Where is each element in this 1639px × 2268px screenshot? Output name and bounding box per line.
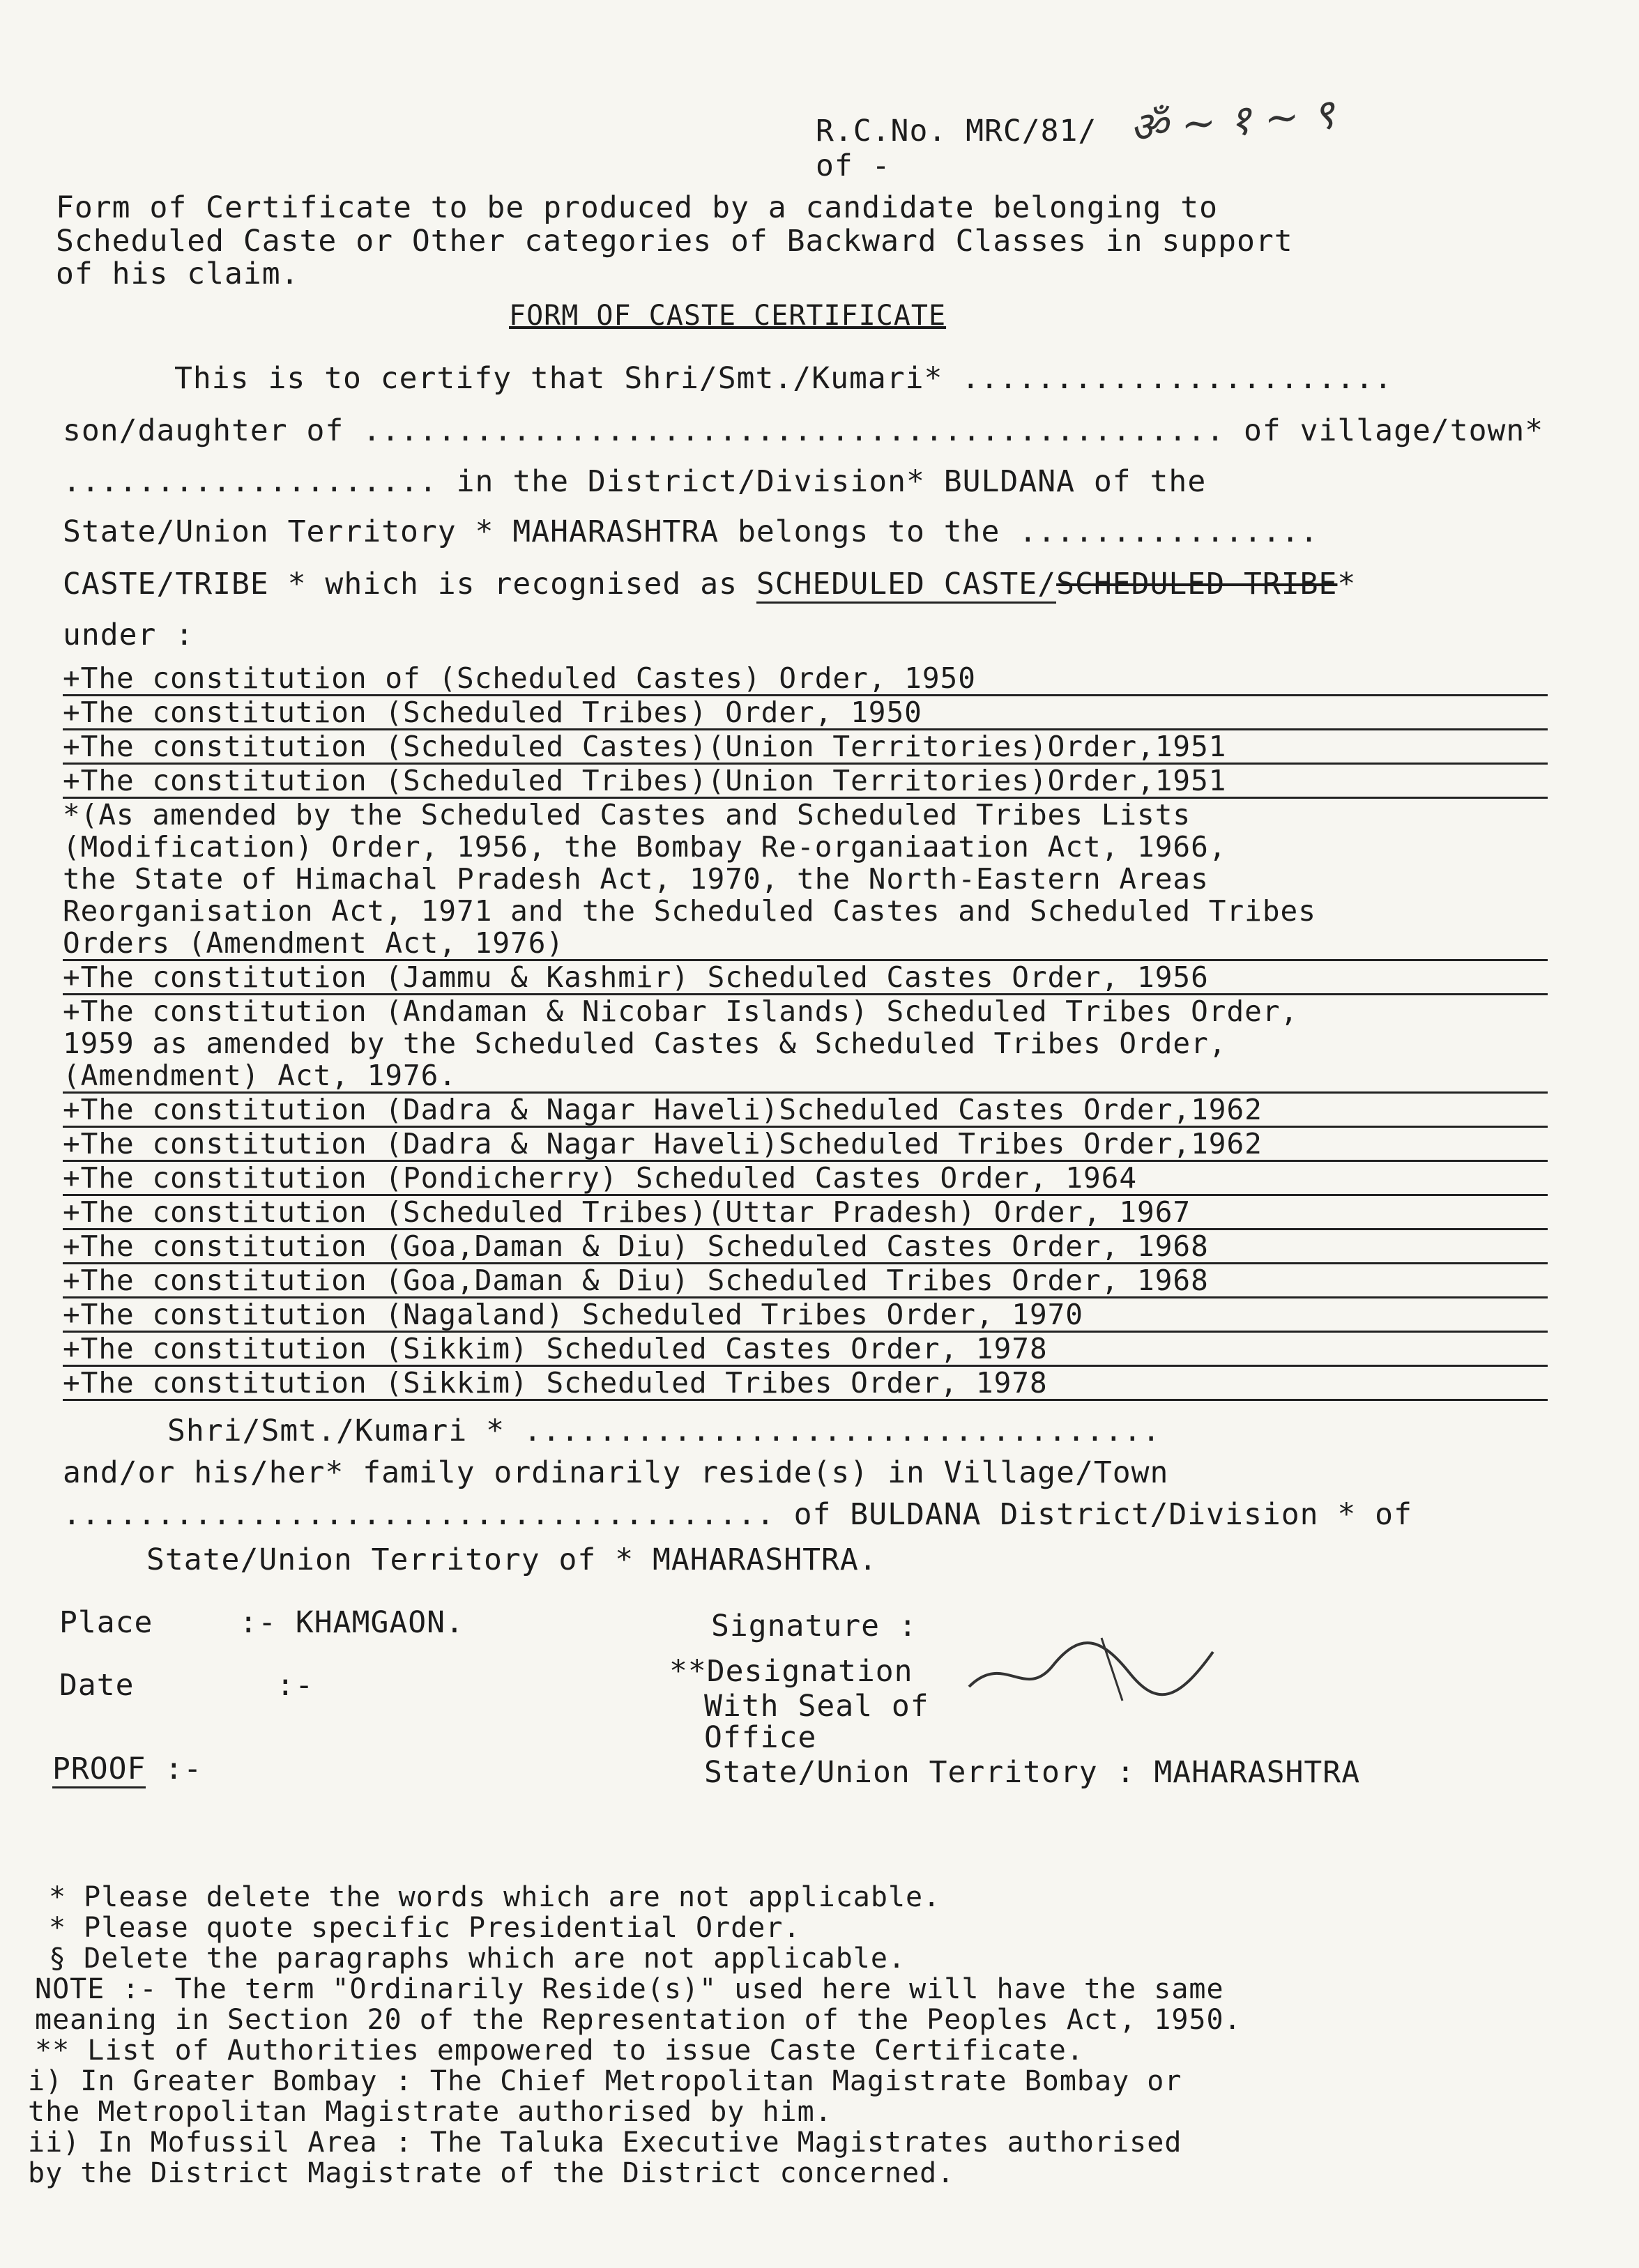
order-line: +The constitution (Pondicherry) Scheduled Castes Order, 1964 (63, 1162, 1548, 1196)
under-label: under : (63, 618, 195, 652)
certify-prefix: This is to certify that Shri/Smt./Kumari* (174, 361, 943, 396)
residence-name-line (167, 1415, 1161, 1448)
note-line: the Metropolitan Magistrate authorised by him. (28, 2096, 832, 2128)
office-label: Office (704, 1720, 817, 1755)
place-label: Place (59, 1605, 153, 1640)
belongs-label: belongs to the (738, 514, 1000, 549)
notes-block (28, 1882, 1596, 2189)
date-label: Date (59, 1668, 135, 1703)
state-territory-line: State/Union Territory : MAHARASHTRA (704, 1755, 1361, 1790)
order-line: +The constitution (Andaman & Nicobar Islands) Scheduled Tribes Order, (63, 995, 1299, 1028)
with-seal-label: With Seal of (704, 1689, 929, 1724)
proof-row (52, 1753, 202, 1786)
note-line: by the District Magistrate of the District concerned. (28, 2157, 955, 2189)
residence-line-3 (63, 1499, 1412, 1531)
order-line: Orders (Amendment Act, 1976) (63, 927, 1548, 961)
order-line: the State of Himachal Pradesh Act, 1970, the North-Eastern Areas (63, 862, 1209, 896)
note-line: ii) In Mofussil Area : The Taluka Executive Magistrates authorised (28, 2127, 1182, 2159)
residence-line-4: State/Union Territory of * MAHARASHTRA. (146, 1542, 878, 1577)
order-line: Reorganisation Act, 1971 and the Scheduled Castes and Scheduled Tribes (63, 894, 1316, 928)
state-label: State/Union Territory * (63, 514, 494, 549)
district-label: in the District/Division* (456, 464, 925, 499)
note-line: ** List of Authorities empowered to issue Caste Certificate. (35, 2035, 1084, 2067)
village-town-label: of village/town* (1243, 413, 1544, 448)
intro-line-2: Scheduled Caste or Other categories of Backward Classes in support (56, 224, 1293, 259)
handwritten-reference: ॐ ~ १ ~ ९ (1128, 89, 1336, 153)
residence-name-label: Shri/Smt./Kumari * (167, 1413, 505, 1448)
order-line: +The constitution of (Scheduled Castes) Order, 1950 (63, 662, 1548, 696)
note-line: meaning in Section 20 of the Representation of the Peoples Act, 1950. (35, 2004, 1242, 2036)
rc-of-line: of - (816, 148, 891, 183)
parent-fill-dots: .............................................. (363, 413, 1244, 448)
residence-line-2: and/or his/her* family ordinarily reside(s) in Village/Town (63, 1455, 1169, 1490)
order-line: +The constitution (Jammu & Kashmir) Scheduled Castes Order, 1956 (63, 961, 1548, 995)
parent-line (63, 415, 1543, 447)
order-line: +The constitution (Goa,Daman & Diu) Scheduled Tribes Order, 1968 (63, 1264, 1548, 1298)
note-line: i) In Greater Bombay : The Chief Metropolitan Magistrate Bombay or (28, 2065, 1182, 2097)
note-line: § Delete the paragraphs which are not applicable. (49, 1943, 906, 1975)
note-line: * Please delete the words which are not applicable. (49, 1881, 941, 1913)
order-line: +The constitution (Scheduled Tribes)(Uttar Pradesh) Order, 1967 (63, 1196, 1548, 1230)
order-line: 1959 as amended by the Scheduled Castes & Scheduled Tribes Order, (63, 1027, 1227, 1060)
certify-line (174, 362, 1393, 395)
caste-tribe-label: CASTE/TRIBE * which is recognised as (63, 567, 738, 602)
district-value: BULDANA (943, 464, 1075, 499)
date-separator: :- (276, 1668, 314, 1703)
residence-district-text: of BULDANA District/Division * of (793, 1497, 1412, 1532)
caste-tribe-star: * (1337, 567, 1357, 602)
presidential-orders-list (63, 662, 1548, 1401)
scheduled-tribe-struck: SCHEDULED TRIBE (1056, 567, 1338, 602)
order-line: (Amendment) Act, 1976. (63, 1059, 1548, 1094)
place-value: :- KHAMGAON. (239, 1605, 464, 1640)
village-fill-dots: .................... (63, 464, 457, 499)
intro-line-1: Form of Certificate to be produced by a candidate belonging to (56, 190, 1219, 225)
state-line (63, 516, 1319, 549)
order-line: +The constitution (Goa,Daman & Diu) Scheduled Castes Order, 1968 (63, 1230, 1548, 1264)
order-line: +The constitution (Sikkim) Scheduled Tribes Order, 1978 (63, 1367, 1548, 1401)
order-line: +The constitution (Scheduled Tribes) Order, 1950 (63, 696, 1548, 730)
order-line: +The constitution (Sikkim) Scheduled Castes Order, 1978 (63, 1333, 1548, 1367)
order-line: +The constitution (Dadra & Nagar Haveli)Scheduled Tribes Order,1962 (63, 1128, 1548, 1162)
intro-line-3: of his claim. (56, 256, 300, 291)
district-line (63, 466, 1206, 498)
name-fill-dots: ....................... (961, 361, 1393, 396)
order-line: +The constitution (Scheduled Castes)(Union Territories)Order,1951 (63, 730, 1548, 765)
order-line: +The constitution (Nagaland) Scheduled Tribes Order, 1970 (63, 1298, 1548, 1333)
place-row (59, 1607, 464, 1639)
son-daughter-label: son/daughter of (63, 413, 344, 448)
order-line: *(As amended by the Scheduled Castes and Scheduled Tribes Lists (63, 798, 1191, 832)
date-row (59, 1669, 314, 1702)
order-line: +The constitution (Scheduled Tribes)(Union Territories)Order,1951 (63, 765, 1548, 799)
scheduled-caste-value: SCHEDULED CASTE/ (756, 567, 1056, 604)
of-the-label: of the (1093, 464, 1207, 499)
signature-label: Signature : (711, 1609, 917, 1643)
caste-fill-dots: ................ (1019, 514, 1319, 549)
form-title: FORM OF CASTE CERTIFICATE (509, 300, 947, 332)
signature-scribble (962, 1624, 1255, 1715)
note-line: * Please quote specific Presidential Order. (49, 1912, 801, 1944)
caste-tribe-line (63, 568, 1356, 601)
state-value: MAHARASHTRA (512, 514, 719, 549)
residence-place-dots: ...................................... (63, 1497, 794, 1532)
order-line: +The constitution (Dadra & Nagar Haveli)Scheduled Castes Order,1962 (63, 1094, 1548, 1128)
residence-name-dots: .................................. (523, 1413, 1161, 1448)
rc-number: R.C.No. MRC/81/ (816, 114, 1097, 148)
note-line: NOTE :- The term "Ordinarily Reside(s)" used here will have the same (35, 1973, 1224, 2005)
proof-separator: :- (165, 1752, 203, 1786)
order-line: (Modification) Order, 1956, the Bombay Re-organiaation Act, 1966, (63, 830, 1227, 864)
designation-label: **Designation (669, 1654, 913, 1689)
proof-label: PROOF (52, 1752, 146, 1788)
